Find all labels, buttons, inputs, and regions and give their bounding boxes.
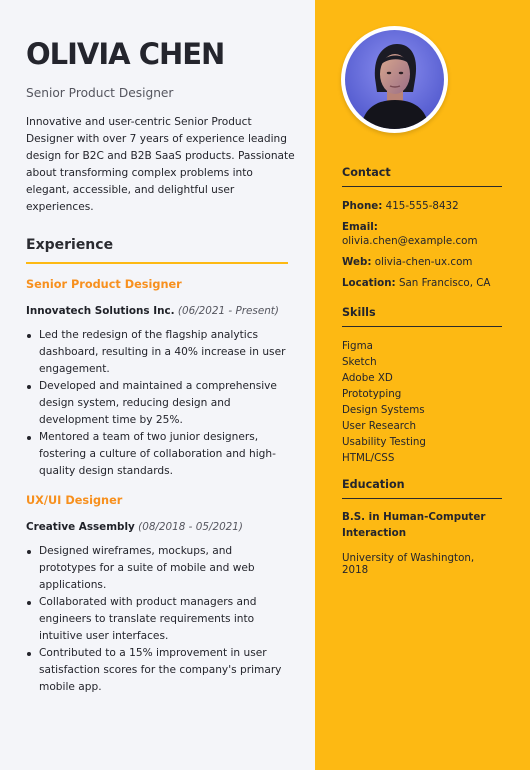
profile-summary: Innovative and user-centric Senior Product Designer with over 7 years of experience leading design for B2C and B2B SaaS products. Passionate about transforming complex problems into elegant, accessible, and delightful user experiences. xyxy=(26,116,295,213)
profile-photo xyxy=(345,30,444,129)
job-dates: (08/2018 - 05/2021) xyxy=(138,521,243,533)
skills-section xyxy=(342,306,502,466)
job-bullets xyxy=(26,543,289,696)
skills-list xyxy=(342,338,502,466)
candidate-role: Senior Product Designer xyxy=(26,86,174,100)
job-dates: (06/2021 - Present) xyxy=(177,305,279,317)
skill-item: Adobe XD xyxy=(342,372,393,384)
job-entry xyxy=(26,278,289,480)
job-bullet: Led the redesign of the flagship analytics dashboard, resulting in a 40% increase in user engagement. xyxy=(26,327,289,378)
email-label: Email: xyxy=(342,221,378,233)
job-company-line xyxy=(26,305,289,317)
job-company: Innovatech Solutions Inc. xyxy=(26,305,175,317)
location-value: San Francisco, CA xyxy=(398,277,491,289)
job-bullet: Contributed to a 15% improvement in user satisfaction scores for the company's primary mobile app. xyxy=(26,645,289,696)
location-label: Location: xyxy=(342,277,396,289)
contact-location xyxy=(342,276,502,290)
sidebar-column xyxy=(315,0,530,770)
job-entry xyxy=(26,494,289,696)
email-value[interactable]: olivia.chen@example.com xyxy=(342,235,478,247)
job-bullet: Collaborated with product managers and engineers to translate requirements into intuitive user interfaces. xyxy=(26,594,289,645)
job-bullet: Mentored a team of two junior designers, fostering a culture of collaboration and high-quality design standards. xyxy=(26,429,289,480)
experience-divider xyxy=(26,262,288,264)
education-divider xyxy=(342,498,502,499)
job-company-line xyxy=(26,521,289,533)
job-bullet: Designed wireframes, mockups, and prototypes for a suite of mobile and web applications. xyxy=(26,543,289,594)
candidate-name: OLIVIA CHEN xyxy=(26,37,225,71)
contact-phone xyxy=(342,199,502,213)
job-company: Creative Assembly xyxy=(26,521,135,533)
portrait-illustration xyxy=(345,30,444,129)
skill-item: HTML/CSS xyxy=(342,452,395,464)
skills-divider xyxy=(342,326,502,327)
skill-item: Usability Testing xyxy=(342,436,426,448)
skill-item: Design Systems xyxy=(342,404,425,416)
experience-heading: Experience xyxy=(26,237,114,253)
web-label: Web: xyxy=(342,256,372,268)
profile-photo-frame xyxy=(341,26,448,133)
skill-item: User Research xyxy=(342,420,416,432)
web-value[interactable]: olivia-chen-ux.com xyxy=(374,256,473,268)
contact-heading: Contact xyxy=(342,166,391,179)
education-heading: Education xyxy=(342,478,405,491)
skills-heading: Skills xyxy=(342,306,376,319)
skill-item: Sketch xyxy=(342,356,377,368)
education-degree: B.S. in Human-Computer Interaction xyxy=(342,511,486,539)
job-title: Senior Product Designer xyxy=(26,278,182,291)
contact-web xyxy=(342,255,502,269)
skill-item: Figma xyxy=(342,340,373,352)
job-bullets xyxy=(26,327,289,480)
education-section xyxy=(342,478,502,576)
contact-email xyxy=(342,220,502,248)
phone-value: 415-555-8432 xyxy=(385,200,459,212)
education-school: University of Washington, 2018 xyxy=(342,552,475,576)
skill-item: Prototyping xyxy=(342,388,402,400)
contact-section xyxy=(342,166,502,290)
phone-label: Phone: xyxy=(342,200,383,212)
job-bullet: Developed and maintained a comprehensive design system, reducing design and development time by 25%. xyxy=(26,378,289,429)
job-title: UX/UI Designer xyxy=(26,494,123,507)
contact-divider xyxy=(342,186,502,187)
